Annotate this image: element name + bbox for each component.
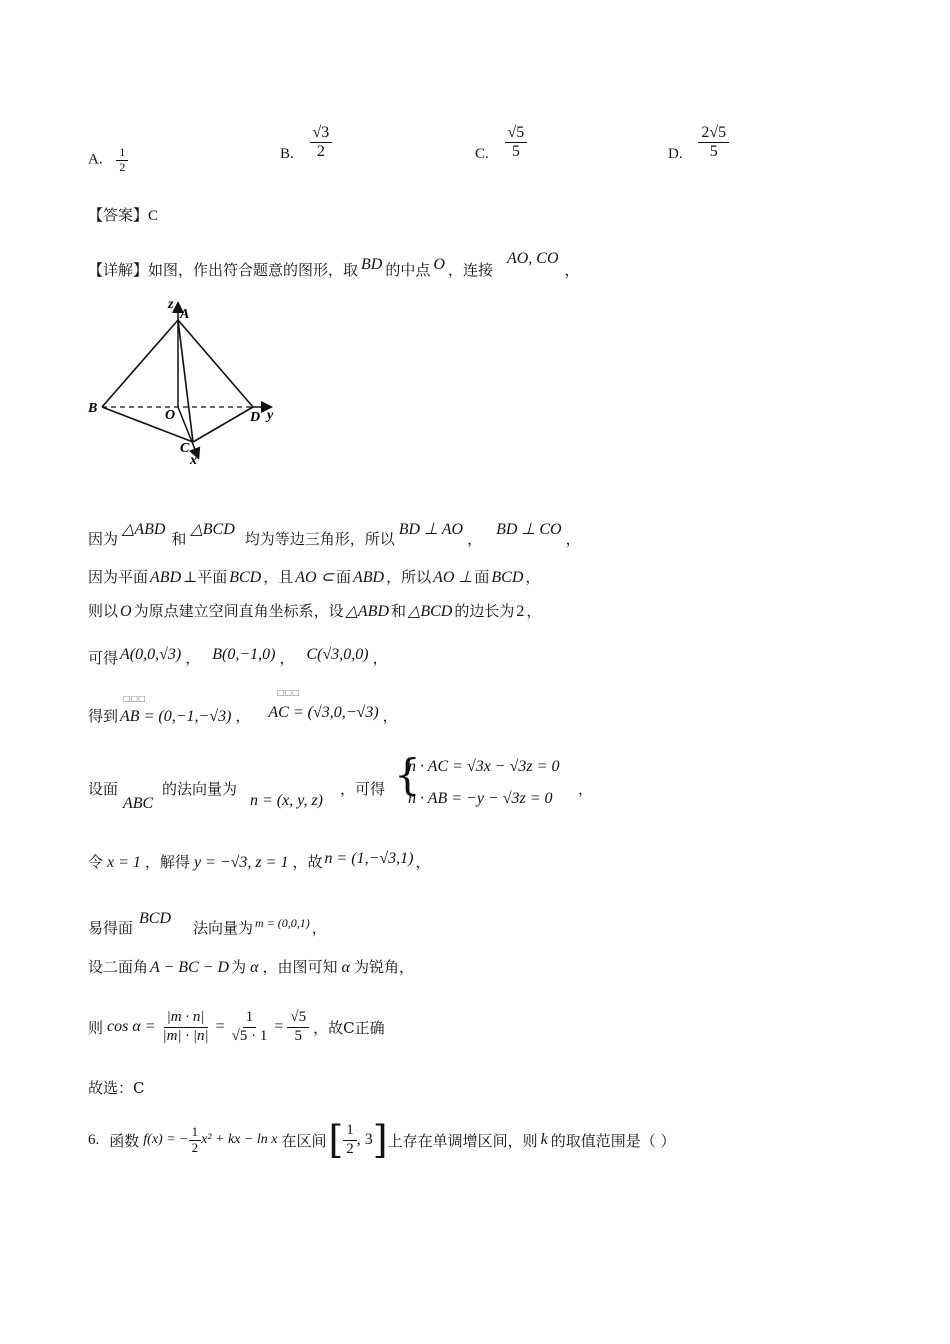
q6-coefficient-fraction: $\frac{1}{2}$ <box>189 1125 202 1156</box>
normal-vector-n: n = (x, y, z) <box>250 792 323 809</box>
left-bracket: [ <box>328 1118 344 1162</box>
interval-fraction: $\frac{1}{2}$ <box>343 1122 357 1158</box>
line-3: 则以 O 为原点建立空间直角坐标系，设 △ABD 和 △BCD 的边长为 2 ， <box>88 602 542 620</box>
vector-mark-ac: □□□ <box>277 688 300 697</box>
option-d <box>668 124 729 163</box>
right-bracket: ] <box>372 1118 388 1162</box>
label-x: x <box>190 453 197 467</box>
label-z: z <box>168 297 174 312</box>
vector-mark-ab: □□□ <box>123 694 146 703</box>
question-number: 6. <box>88 1131 100 1148</box>
option-b <box>280 124 332 163</box>
plane-abc: ABC <box>123 795 154 812</box>
answer-tag: 【答案】 <box>88 206 149 224</box>
label-y: y <box>267 408 274 423</box>
line-6-suffix: ， <box>578 780 594 798</box>
fraction-mn: $\frac{|m \cdot n|}{|m| \cdot |n|}$ <box>162 1009 209 1044</box>
label-a: A <box>180 307 190 322</box>
line-10: 则 cos α = $\frac{|m \cdot n|}{|m| \cdot |n|}$ = $\frac{1}{√5 \cdot 1}$ = $\frac{√5}{5}$ ，故C正确 <box>88 1009 385 1044</box>
conclusion: 故选：C <box>88 1079 145 1097</box>
option-c-label: C. <box>475 146 489 162</box>
left-brace: { <box>394 750 421 799</box>
option-b-fraction: $\frac{√3}{2}$ <box>310 124 333 162</box>
tetrahedron-figure <box>80 292 290 467</box>
edge-ad <box>178 320 253 407</box>
fraction-root5-over-5: $\frac{√5}{5}$ <box>287 1009 309 1045</box>
option-a-fraction: $\frac{1}{2}$ <box>116 146 128 175</box>
line-4: 可得 A(0,0,√3) ， B(0,−1,0) ， C(√3,0,0) ， <box>88 646 388 667</box>
edge-ac <box>178 320 193 442</box>
answer-line <box>88 204 158 225</box>
option-b-label: B. <box>280 146 294 162</box>
option-c-fraction: $\frac{√5}{5}$ <box>505 124 528 162</box>
label-d: D <box>250 410 261 425</box>
line-2: 因为平面 ABD ⊥平面 BCD ，且 AO ⊂ 面 ABD ，所以 AO ⊥ 面 BCD ， <box>88 568 541 586</box>
line-7: 令 x = 1 ，解得 y = −√3, z = 1 ，故 n = (1,−√3,1) ， <box>88 850 431 871</box>
line-6-kede: ，可得 <box>340 780 386 798</box>
edge-ab <box>102 320 178 407</box>
answer-value: C <box>148 208 159 224</box>
option-a-label: A. <box>88 151 103 168</box>
fraction-one-over-root5: $\frac{1}{√5 \cdot 1}$ <box>231 1009 268 1044</box>
line-6-mid: 的法向量为 <box>162 780 238 798</box>
label-c: C <box>180 441 190 456</box>
option-d-fraction: $\frac{2√5}{5}$ <box>698 124 729 162</box>
line-6-prefix: 设面 <box>88 780 119 798</box>
edge-cd <box>193 407 253 442</box>
question-6: 6. 函数 f(x) = − $\frac{1}{2}$ x² + kx − ln x 在区间 [ $\frac{1}{2}$ , 3 ] 上存在单调增区间，则 k 的取值范围是（ ） <box>88 1118 676 1162</box>
option-c <box>475 124 527 163</box>
line-9: 设二面角 A − BC − D 为 α ，由图可知 α 为锐角， <box>88 958 414 976</box>
line-8: 易得面BCD法向量为 $^{m = (0,0,1)}$ ， <box>88 910 327 937</box>
label-b: B <box>88 401 98 416</box>
equation-2: n · AB = −y − √3z = 0 <box>408 790 553 807</box>
line-1: 因为△ABD和△BCD均为等边三角形，所以BD ⊥ AO，BD ⊥ CO， <box>88 521 581 548</box>
detail-tag: 【详解】 <box>88 261 149 279</box>
option-d-label: D. <box>668 146 683 162</box>
line-5: 得到 AB = (0,−1,−√3) ， AC = (√3,0,−√3) ， <box>88 704 398 725</box>
option-a <box>88 146 128 175</box>
detail-line: 【详解】如图，作出符合题意的图形，取 BD 的中点 O ，连接AO, CO， <box>88 250 580 279</box>
label-o: O <box>165 408 176 423</box>
equation-1: n · AC = √3x − √3z = 0 <box>408 758 560 775</box>
